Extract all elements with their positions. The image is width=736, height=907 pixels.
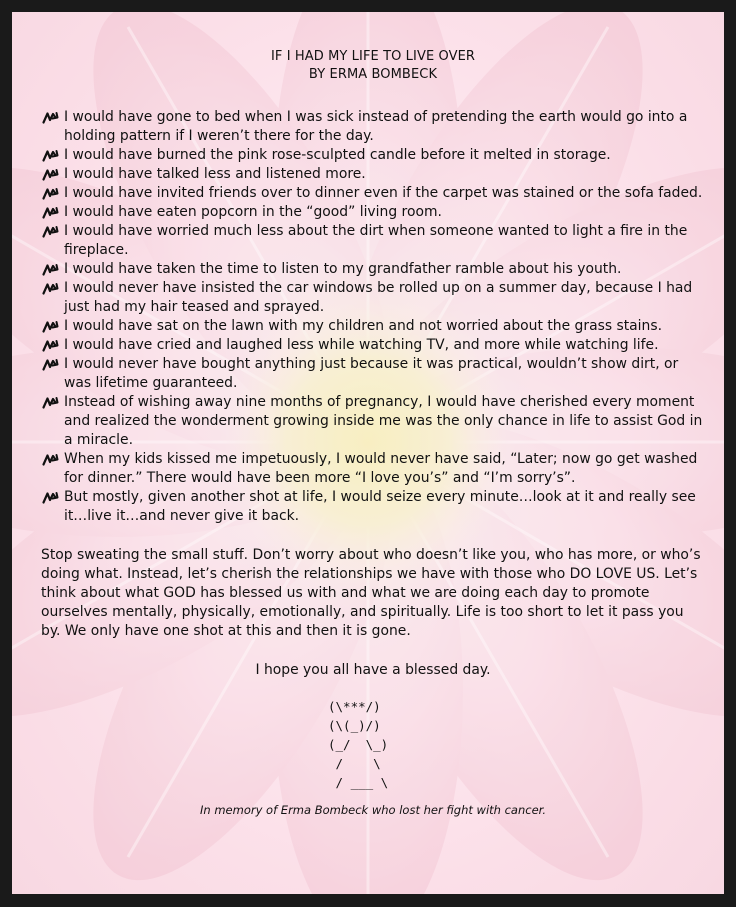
- list-item-text: I would never have bought anything just because it was practical, wouldn’t show dirt, or was lifetime guaranteed.: [64, 356, 679, 391]
- ascii-angel-art: [328, 697, 418, 792]
- list-item-text: I would have burned the pink rose-sculpted candle before it melted in storage.: [64, 147, 611, 163]
- list-item: [41, 488, 705, 526]
- arrow-bullet-icon: [42, 187, 60, 200]
- list-item-text: I would have taken the time to listen to my grandfather ramble about his youth.: [64, 261, 622, 277]
- arrow-bullet-icon: [42, 453, 60, 466]
- poem-page: [12, 12, 724, 894]
- author-line: BY ERMA BOMBECK: [308, 67, 438, 82]
- arrow-bullet-icon: [42, 320, 60, 333]
- list-item: [41, 108, 705, 146]
- list-item: [41, 393, 705, 450]
- regret-list: [41, 108, 705, 526]
- blessing-line: I hope you all have a blessed day.: [255, 662, 491, 679]
- ascii-art-line: (\***/): [328, 699, 381, 715]
- arrow-bullet-icon: [42, 282, 60, 295]
- arrow-bullet-icon: [42, 358, 60, 371]
- arrow-bullet-icon: [42, 168, 60, 181]
- list-item-text: I would have sat on the lawn with my children and not worried about the grass stains.: [64, 318, 662, 334]
- ascii-art-line: / ___ \: [328, 775, 389, 791]
- list-item-text: Instead of wishing away nine months of pregnancy, I would have cherished every moment and realized the wonderment growing inside me was the only chance in life to assist God in a miracle.: [64, 394, 703, 448]
- list-item-text: When my kids kissed me impetuously, I would never have said, “Later; now go get washed for dinner.” There would have been more “I love you’s” and “I’m sorry’s”.: [64, 451, 698, 486]
- arrow-bullet-icon: [42, 206, 60, 219]
- arrow-bullet-icon: [42, 396, 60, 409]
- poem-content: [41, 48, 705, 818]
- arrow-bullet-icon: [42, 491, 60, 504]
- list-item-text: I would have invited friends over to dinner even if the carpet was stained or the sofa faded.: [64, 185, 703, 201]
- list-item-text: I would have eaten popcorn in the “good” living room.: [64, 204, 442, 220]
- closing-paragraph: Stop sweating the small stuff. Don’t worry about who doesn’t like you, who has more, or who’s doing what. Instead, let’s cherish the relationships we have with those who DO LOVE US. Let’s think about what GOD has blessed us with and what we are doing each day to promote ourselves mentally, physically, emotionally, and spiritually. Life is too short to let it pass you by. We only have one shot at this and then it is gone.: [41, 547, 701, 640]
- list-item-text: I would have talked less and listened more.: [64, 166, 366, 182]
- title-line: IF I HAD MY LIFE TO LIVE OVER: [270, 49, 476, 64]
- arrow-bullet-icon: [42, 111, 60, 124]
- list-item: [41, 279, 705, 317]
- ascii-art-line: / \: [328, 756, 381, 772]
- list-item: [41, 336, 705, 355]
- arrow-bullet-icon: [42, 263, 60, 276]
- list-item-text: I would have gone to bed when I was sick instead of pretending the earth would go into a holding pattern if I weren’t there for the day.: [64, 109, 688, 144]
- poem-title: [41, 48, 705, 84]
- list-item-text: I would have cried and laughed less while watching TV, and more while watching life.: [64, 337, 659, 353]
- list-item: [41, 355, 705, 393]
- ascii-art-line: (\(_)/): [328, 718, 381, 734]
- memorial-caption: In memory of Erma Bombeck who lost her fight with cancer.: [200, 803, 546, 818]
- list-item-text: I would have worried much less about the dirt when someone wanted to light a fire in the fireplace.: [64, 223, 688, 258]
- list-item-text: But mostly, given another shot at life, I would seize every minute…look at it and really see it…live it…and never give it back.: [64, 489, 696, 524]
- arrow-bullet-icon: [42, 149, 60, 162]
- list-item: [41, 146, 705, 165]
- list-item-text: I would never have insisted the car windows be rolled up on a summer day, because I had just had my hair teased and sprayed.: [64, 280, 693, 315]
- arrow-bullet-icon: [42, 225, 60, 238]
- ascii-art-line: (_/ \_): [328, 737, 389, 753]
- list-item: [41, 450, 705, 488]
- list-item: [41, 317, 705, 336]
- list-item: [41, 203, 705, 222]
- list-item: [41, 260, 705, 279]
- arrow-bullet-icon: [42, 339, 60, 352]
- list-item: [41, 222, 705, 260]
- list-item: [41, 165, 705, 184]
- list-item: [41, 184, 705, 203]
